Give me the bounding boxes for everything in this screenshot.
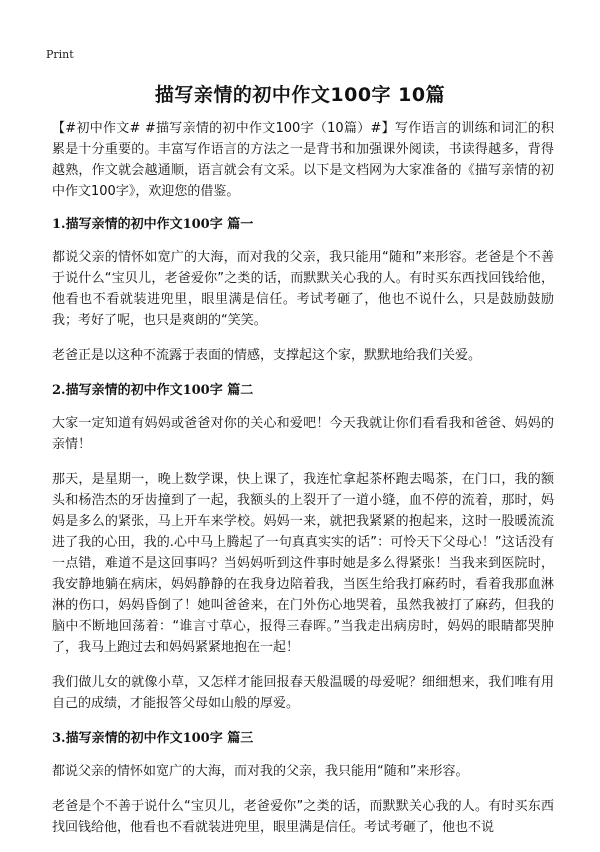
paragraph: 大家一定知道有妈妈或爸爸对你的关心和爱吧！今天我就让你们看看我和爸爸、妈妈的亲情！: [52, 416, 554, 452]
section-3: [52, 728, 554, 838]
page-title: 描写亲情的初中作文100字 10篇: [154, 84, 446, 106]
paragraph: 都说父亲的情怀如宽广的大海，而对我的父亲，我只能用“随和”来形容。老爸是个不善于说什么“宝贝儿，老爸爱你”之类的话，而默默关心我的人。有时买东西找回钱给他，他看也不看就装进兜里，眼里满是信任。考试考砸了，他也不说什么，只是鼓励鼓励我；考好了呢，也只是爽朗的“笑笑。: [52, 250, 554, 328]
print-link[interactable]: Print: [46, 48, 74, 61]
section-heading: 3.描写亲情的初中作文100字 篇三: [52, 731, 254, 746]
intro-paragraph: 【#初中作文# #描写亲情的初中作文100字（10篇）#】写作语言的训练和词汇的积累是十分重要的。丰富写作语言的方法之一是背书和加强课外阅读，书读得越多，背得越熟，作文就会越通顺，语言就会有文采。以下是文档网为大家准备的《描写亲情的初中作文100字》，欢迎您的借鉴。: [52, 121, 554, 199]
paragraph: 老爸正是以这种不流露于表面的情感，支撑起这个家，默默地给我们关爱。: [52, 348, 482, 363]
section-2: [52, 380, 554, 714]
section-heading: 1.描写亲情的初中作文100字 篇一: [52, 217, 254, 232]
paragraph: 都说父亲的情怀如宽广的大海，而对我的父亲，我只能用“随和”来形容。: [52, 764, 469, 779]
section-1: [52, 214, 554, 366]
article-body: [52, 118, 554, 852]
paragraph: 老爸是个不善于说什么“宝贝儿，老爸爱你”之类的话，而默默关心我的人。有时买东西找回钱给他，他看也不看就装进兜里，眼里满是信任。考试考砸了，他也不说: [52, 799, 554, 835]
paragraph: 我们做儿女的就像小草，又怎样才能回报春天般温暖的母爱呢？细细想来，我们唯有用自己的成绩，才能报答父母如山般的厚爱。: [52, 675, 554, 711]
section-heading: 2.描写亲情的初中作文100字 篇二: [52, 383, 254, 398]
paragraph: 那天，是星期一，晚上数学课，快上课了，我连忙拿起茶杯跑去喝茶，在门口，我的额头和杨浩杰的牙齿撞到了一起，我额头的上裂开了一道小缝，血不停的流着，那时，妈妈是多么的紧张，马上开车来学校。妈妈一来，就把我紧紧的抱起来，这时一股暖流流进了我的心田，我的.心中马上腾起了一句真真实实的话”：可怜天下父母心！”这话没有一点错，难道不是这回事吗？当妈妈听到这件事时她是多么得紧张！当我来到医院时，我安静地躺在病床，妈妈静静的在我身边陪着我，当医生给我打麻药时，看着我那血淋淋的伤口，妈妈昏倒了！她叫爸爸来，在门外伤心地哭着，虽然我被打了麻药，但我的脑中不断地回荡着：“谁言寸草心，报得三春晖。”当我走出病房时，妈妈的眼睛都哭肿了，我马上跑过去和妈妈紧紧地抱在一起！: [52, 472, 554, 655]
